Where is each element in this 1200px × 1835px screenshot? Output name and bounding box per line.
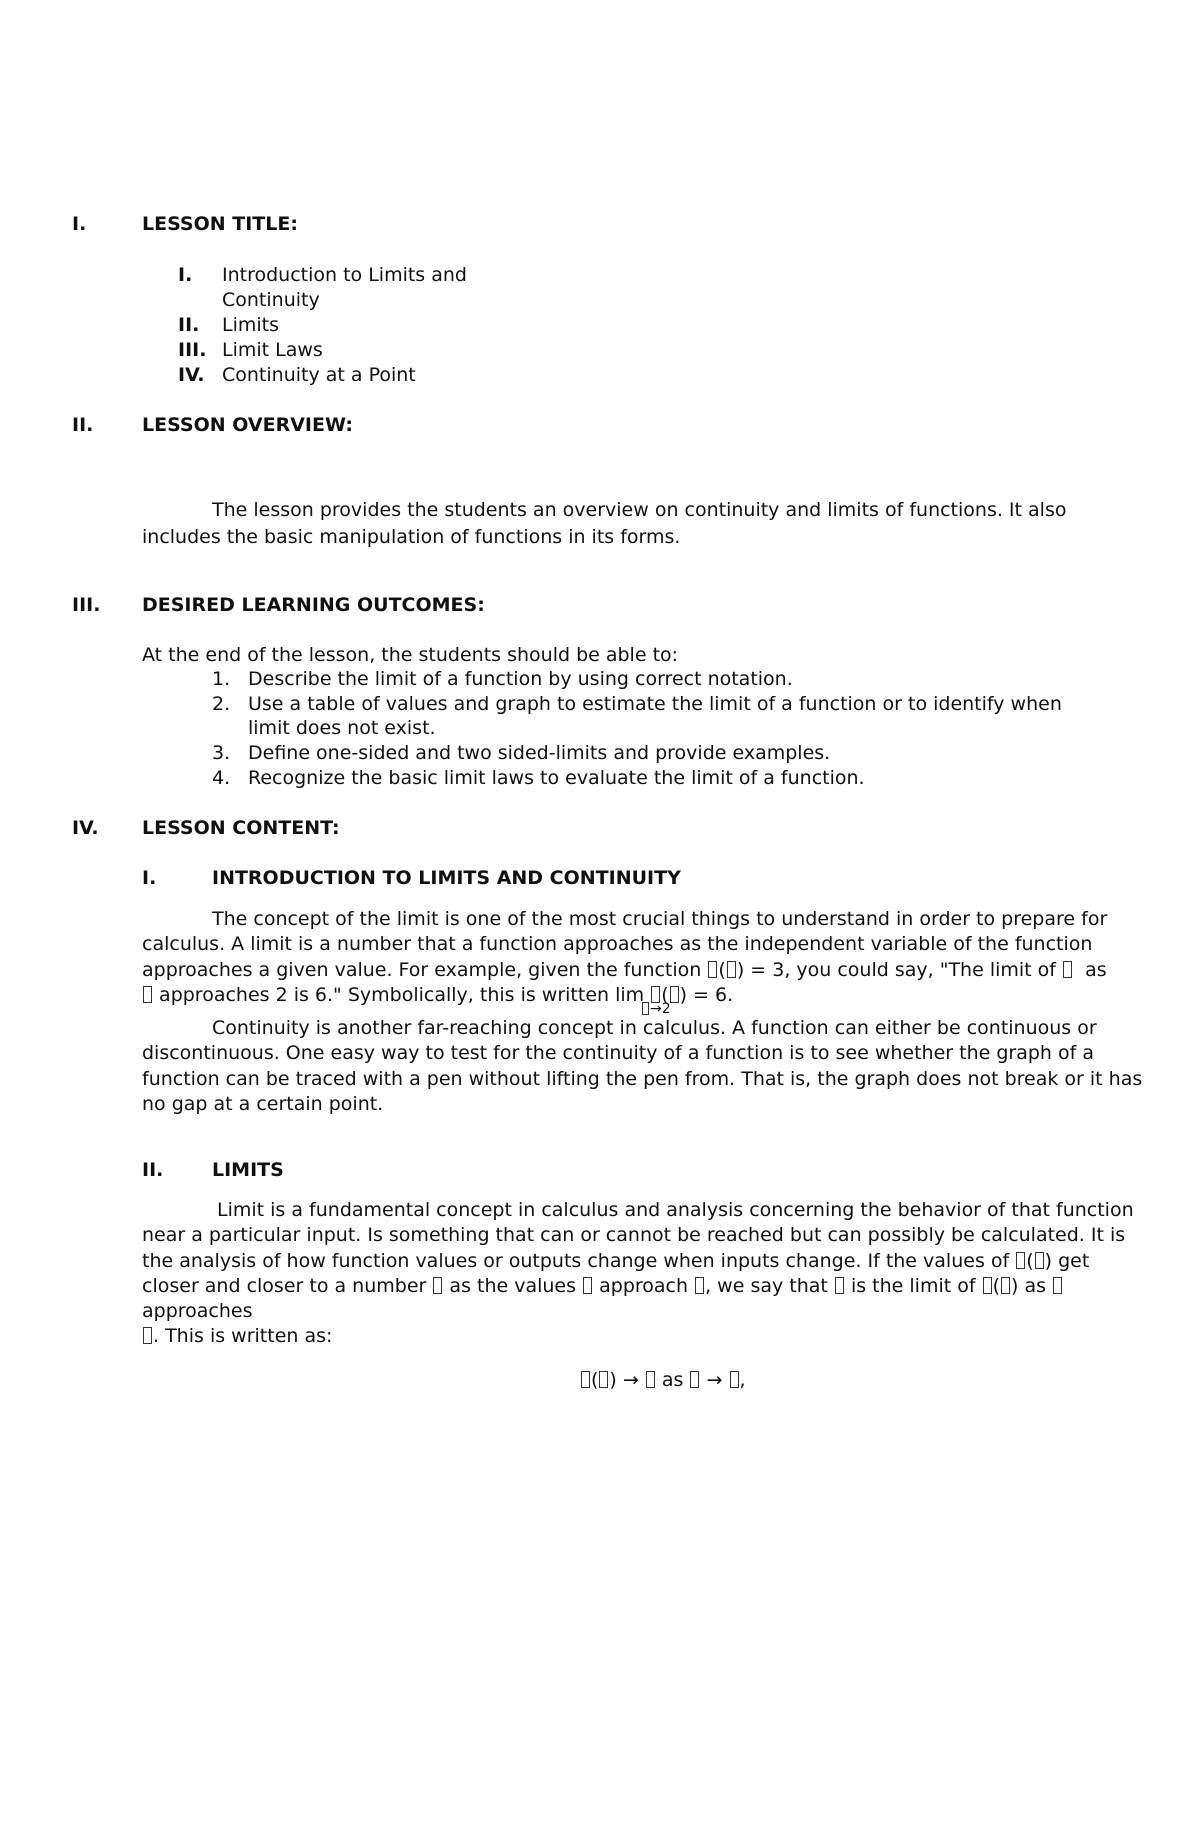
paragraph-line: The concept of the limit is one of the most crucial things to understand in order to prepare for: [212, 908, 1108, 930]
title-number: II.: [178, 314, 200, 336]
missing-glyph-icon: [690, 1371, 699, 1388]
missing-glyph-icon: [642, 1002, 649, 1015]
paragraph-line: approaches 2 is 6." Symbolically, this is written lim: [159, 983, 645, 1006]
subsection-number: I.: [142, 867, 157, 889]
title-item: Continuity at a Point: [222, 364, 416, 386]
outcome-item: Describe the limit of a function by using correct notation.: [248, 668, 793, 690]
section-number: IV.: [72, 817, 99, 839]
math-text: (: [1026, 1249, 1034, 1272]
math-text: (: [992, 1274, 1001, 1297]
paragraph-line: near a particular input. Is something that can or cannot be reached but can possibly be calculated. It is: [142, 1224, 1126, 1247]
missing-glyph-icon: [1001, 1277, 1010, 1294]
formula-text: →: [706, 1369, 723, 1391]
section-title: DESIRED LEARNING OUTCOMES:: [142, 594, 485, 616]
title-number: III.: [178, 339, 207, 361]
title-number: IV.: [178, 364, 205, 386]
title-number: I.: [178, 264, 193, 286]
paragraph-line: , we say that: [705, 1274, 828, 1297]
paragraph-line: Limit is a fundamental concept in calculus and analysis concerning the behavior of that function: [217, 1199, 1134, 1221]
subsection-number: II.: [142, 1159, 164, 1181]
paragraph-line: as: [1085, 958, 1107, 981]
missing-glyph-icon: [708, 961, 717, 978]
limit-concept-paragraph: [142, 907, 1132, 1008]
missing-glyph-icon: [143, 986, 152, 1003]
section-number: II.: [72, 414, 94, 436]
outcome-number: 1.: [212, 668, 231, 690]
title-item: Introduction to Limits and: [222, 264, 467, 286]
section-number: I.: [72, 213, 87, 235]
outcome-number: 2.: [212, 693, 231, 715]
title-item: Limit Laws: [222, 339, 323, 361]
paragraph-line: , you could say, "The limit of: [784, 958, 1056, 981]
subsection-title: LIMITS: [212, 1159, 284, 1181]
math-text: (: [661, 983, 669, 1006]
title-item: Limits: [222, 314, 279, 336]
outcomes-intro: At the end of the lesson, the students should be able to:: [142, 644, 679, 666]
missing-glyph-icon: [670, 986, 679, 1003]
paragraph-line: function can be traced with a pen without lifting the pen from. That is, the graph does not break or it has: [142, 1067, 1143, 1090]
math-text: (: [718, 958, 726, 981]
paragraph-line: approaches: [142, 1300, 253, 1323]
missing-glyph-icon: [727, 961, 736, 978]
outcome-item: Recognize the basic limit laws to evaluate the limit of a function.: [248, 767, 865, 789]
missing-glyph-icon: [583, 1277, 592, 1294]
outcome-item-cont: limit does not exist.: [248, 717, 436, 739]
section-number: III.: [72, 594, 101, 616]
section-title: LESSON TITLE:: [142, 213, 298, 235]
formula-text: ) →: [609, 1369, 639, 1391]
missing-glyph-icon: [835, 1277, 844, 1294]
missing-glyph-icon: [1016, 1252, 1025, 1269]
missing-glyph-icon: [1063, 961, 1072, 978]
paragraph-line: approaches a given value. For example, given the function: [142, 958, 702, 981]
formula-text: (: [591, 1369, 599, 1391]
outcome-number: 4.: [212, 767, 231, 789]
missing-glyph-icon: [1053, 1277, 1062, 1294]
missing-glyph-icon: [695, 1277, 704, 1294]
math-text: ) as: [1011, 1274, 1047, 1297]
missing-glyph-icon: [983, 1277, 992, 1294]
formula-text: as: [661, 1369, 684, 1391]
paragraph-line: no gap at a certain point.: [142, 1092, 384, 1115]
paragraph-line: Continuity is another far-reaching concept in calculus. A function can either be continuous or: [212, 1017, 1097, 1039]
missing-glyph-icon: [646, 1371, 655, 1388]
section-title: LESSON OVERVIEW:: [142, 414, 353, 436]
paragraph-line: closer and closer to a number: [142, 1274, 427, 1297]
missing-glyph-icon: [581, 1371, 590, 1388]
subsection-title: INTRODUCTION TO LIMITS AND CONTINUITY: [212, 867, 681, 889]
limit-subscript: [641, 1001, 671, 1017]
title-item-cont: Continuity: [222, 289, 320, 311]
missing-glyph-icon: [433, 1277, 442, 1294]
missing-glyph-icon: [143, 1327, 152, 1344]
paragraph-line: approach: [599, 1274, 689, 1297]
subscript-text: →2: [650, 1001, 671, 1017]
paragraph-line: the analysis of how function values or outputs change when inputs change. If the values of: [142, 1249, 1010, 1272]
paragraph-line: . This is written as:: [153, 1325, 333, 1348]
outcome-number: 3.: [212, 742, 231, 764]
paragraph-line: as the values: [449, 1274, 577, 1297]
section-title: LESSON CONTENT:: [142, 817, 340, 839]
formula-text: ,: [739, 1369, 746, 1391]
overview-text: The lesson provides the students an overview on continuity and limits of functions. It also: [212, 499, 1067, 521]
math-text: ) = 3: [736, 958, 785, 981]
paragraph-line: is the limit of: [850, 1274, 976, 1297]
limits-paragraph: [142, 1198, 1132, 1350]
missing-glyph-icon: [730, 1371, 739, 1388]
missing-glyph-icon: [1035, 1252, 1044, 1269]
outcome-item: Use a table of values and graph to estimate the limit of a function or to identify when: [248, 693, 1062, 715]
overview-text-cont: includes the basic manipulation of functions in its forms.: [142, 526, 681, 548]
continuity-paragraph: [142, 1016, 1143, 1117]
math-text: ) = 6.: [679, 983, 734, 1006]
limit-formula: [580, 1368, 746, 1393]
paragraph-line: discontinuous. One easy way to test for the continuity of a function is to see whether the graph of a: [142, 1042, 1094, 1065]
outcome-item: Define one-sided and two sided-limits and provide examples.: [248, 742, 831, 764]
math-text: ) get: [1044, 1249, 1090, 1272]
paragraph-line: calculus. A limit is a number that a function approaches as the independent variable of the function: [142, 933, 1093, 956]
missing-glyph-icon: [599, 1371, 608, 1388]
